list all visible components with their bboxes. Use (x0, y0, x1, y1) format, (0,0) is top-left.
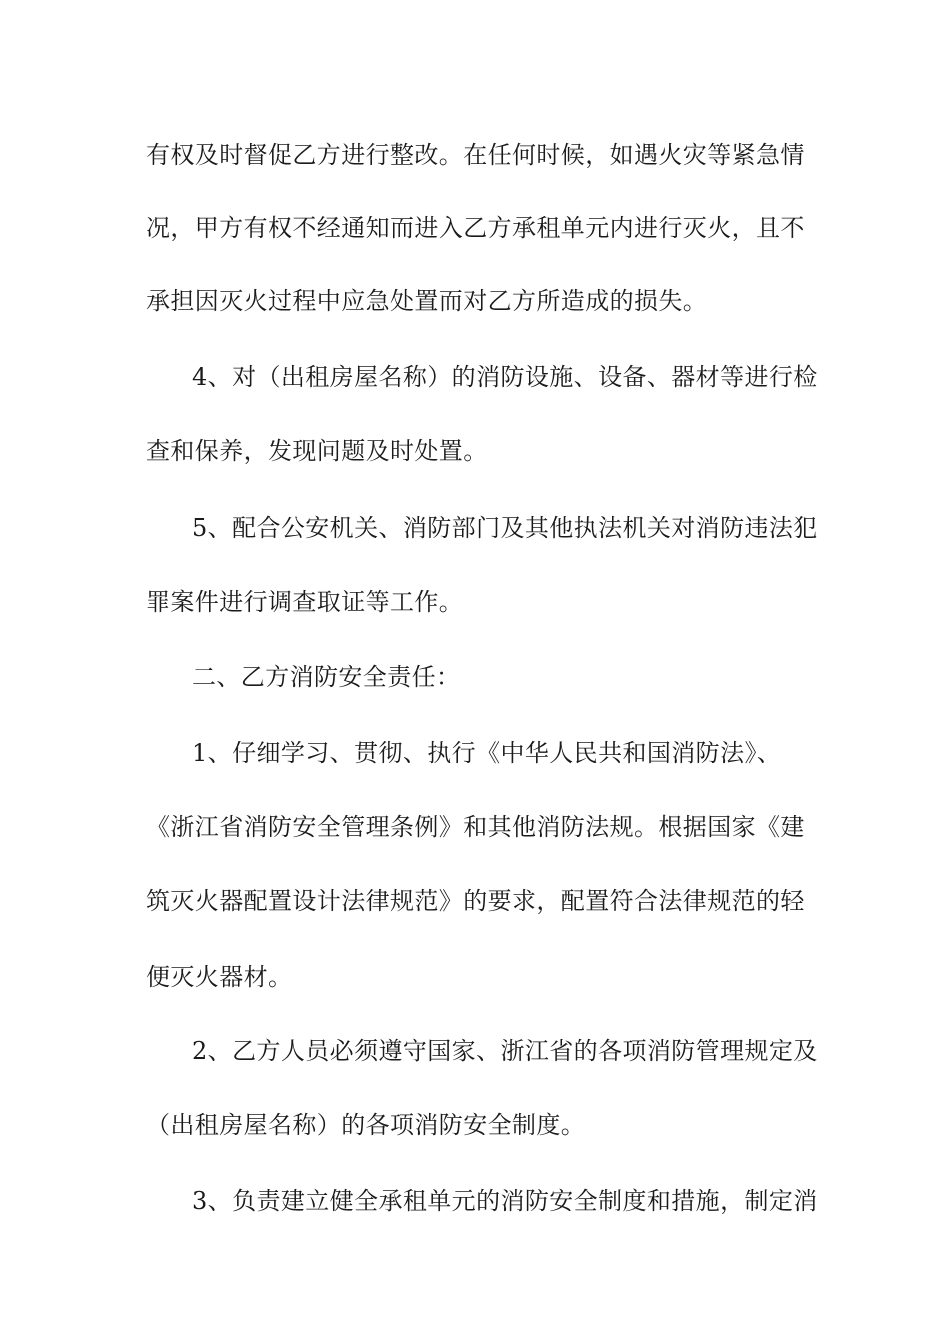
paragraph-start-line: 2、乙方人员必须遵守国家、浙江省的各项消防管理规定及 (192, 1037, 818, 1065)
text-line: 罪案件进行调查取证等工作。 (146, 588, 464, 616)
paragraph-start-line: 4、对（出租房屋名称）的消防设施、设备、器材等进行检 (192, 363, 818, 391)
paragraph-start-line: 3、负责建立健全承租单元的消防安全制度和措施，制定消 (192, 1187, 818, 1215)
text-line: 查和保养，发现问题及时处置。 (146, 437, 488, 465)
text-line: 筑灭火器配置设计法律规范》的要求，配置符合法律规范的轻 (146, 887, 805, 915)
paragraph-start-line: 1、仔细学习、贯彻、执行《中华人民共和国消防法》、 (192, 739, 782, 767)
paragraph-start-line: 5、配合公安机关、消防部门及其他执法机关对消防违法犯 (192, 514, 818, 542)
text-line: 承担因灭火过程中应急处置而对乙方所造成的损失。 (146, 287, 708, 315)
text-line: 况，甲方有权不经通知而进入乙方承租单元内进行灭火，且不 (146, 214, 805, 242)
text-line: 便灭火器材。 (146, 963, 293, 991)
text-line: 《浙江省消防安全管理条例》和其他消防法规。根据国家《建 (146, 813, 805, 841)
section-heading: 二、乙方消防安全责任： (192, 663, 461, 691)
text-line: 有权及时督促乙方进行整改。在任何时候，如遇火灾等紧急情 (146, 141, 805, 169)
text-line: （出租房屋名称）的各项消防安全制度。 (146, 1111, 586, 1139)
